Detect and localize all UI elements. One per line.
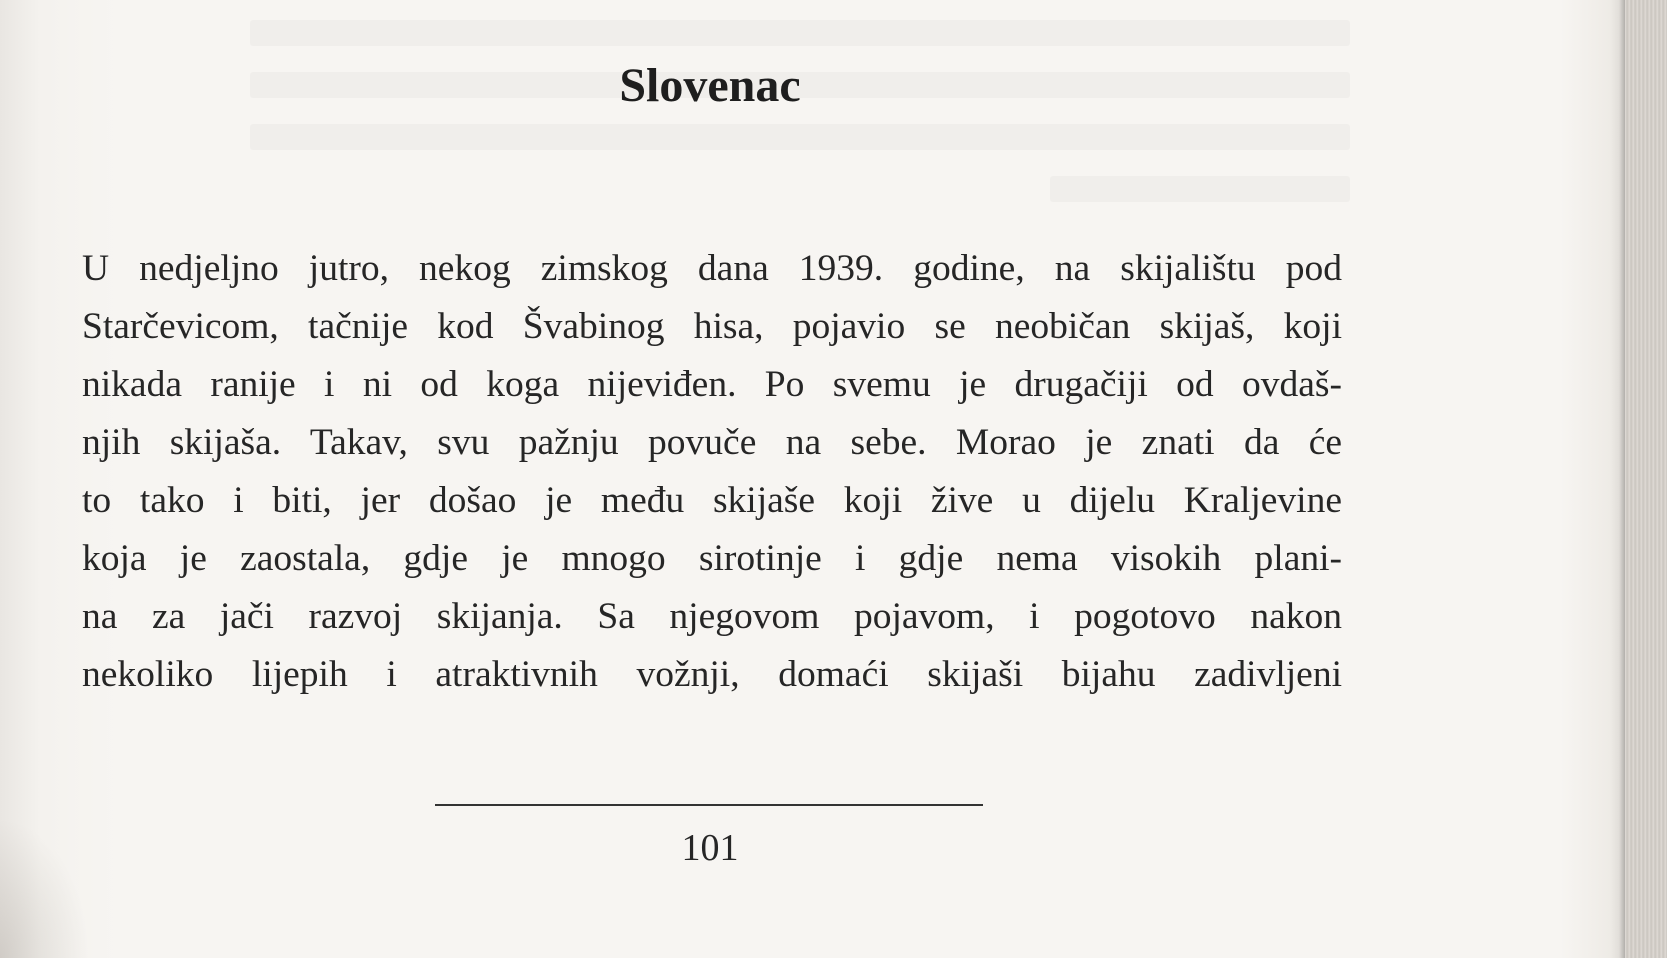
page-stack-edge	[1625, 0, 1667, 958]
text-line: U nedjeljno jutro, nekog zimskog dana 1939. godine, na skijalištu pod	[82, 248, 1342, 289]
page-corner-shadow	[0, 818, 90, 958]
footer-rule	[435, 804, 983, 806]
text-line: koja je zaostala, gdje je mnogo sirotinje i gdje nema visokih plani-	[82, 538, 1342, 579]
page-number: 101	[681, 827, 739, 869]
text-line: nikada ranije i ni od koga nijeviđen. Po svemu je drugačiji od ovdaš-	[82, 364, 1342, 405]
bleed-through-text	[250, 124, 1350, 150]
text-line: na za jači razvoj skijanja. Sa njegovom pojavom, i pogotovo nakon	[82, 596, 1342, 637]
bleed-through-text	[250, 20, 1350, 46]
body-paragraph	[82, 240, 1342, 704]
text-line: Starčevicom, tačnije kod Švabinog hisa, pojavio se neobičan skijaš, koji	[82, 306, 1342, 347]
chapter-title: Slovenac	[619, 59, 801, 112]
text-line: njih skijaša. Takav, svu pažnju povuče na sebe. Morao je znati da će	[82, 422, 1342, 463]
text-line: to tako i biti, jer došao je među skijaše koji žive u dijelu Kraljevine	[82, 480, 1342, 521]
bleed-through-text	[1050, 176, 1350, 202]
text-line: nekoliko lijepih i atraktivnih vožnji, domaći skijaši bijahu zadivljeni	[82, 654, 1342, 695]
